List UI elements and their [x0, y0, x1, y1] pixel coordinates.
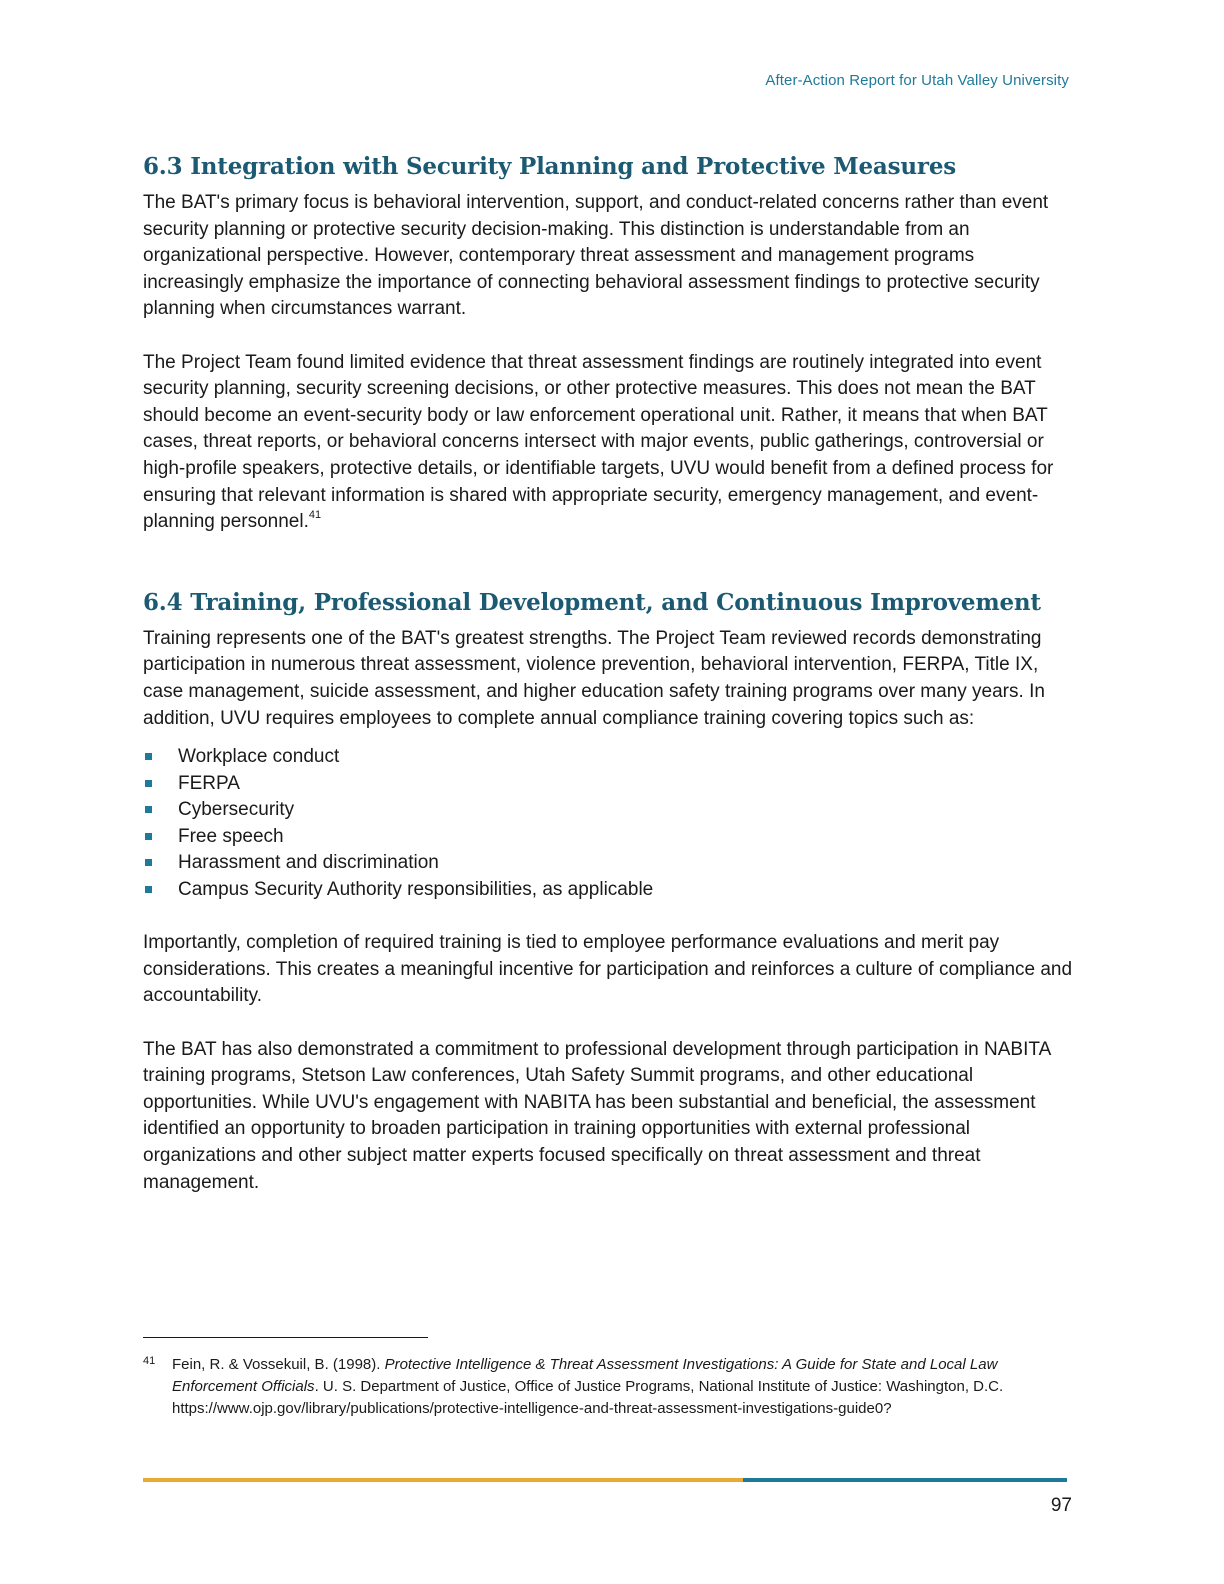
page-content	[143, 150, 1073, 1223]
footnote-number: 41	[143, 1355, 156, 1367]
square-bullet-icon	[145, 833, 152, 840]
square-bullet-icon	[145, 859, 152, 866]
page-number: 97	[1050, 1495, 1072, 1516]
paragraph: Training represents one of the BAT's greatest strengths. The Project Team reviewed records demonstrating participation in numerous threat assessment, violence prevention, behavioral intervention, FERPA, Title IX, case management, suicide assessment, and higher education safety training programs over many years. In addition, UVU requires employees to complete annual compliance training covering topics such as:	[143, 627, 1045, 729]
list-item: Workplace conduct	[143, 744, 1073, 771]
paragraph: The BAT's primary focus is behavioral intervention, support, and conduct-related concerns rather than event security planning or protective security decision-making. This distinction is understandable from an organizational perspective. However, contemporary threat assessment and management programs increasingly emphasize the importance of connecting behavioral assessment findings to protective security planning when circumstances warrant.	[143, 192, 1049, 320]
footnote-title: Protective Intelligence & Threat Assessment Investigations: A Guide for State and Local Law Enforcement Officials	[172, 1356, 998, 1395]
paragraph: The BAT has also demonstrated a commitment to professional development through participation in NABITA training programs, Stetson Law conferences, Utah Safety Summit programs, and other educational opportunities. While UVU's engagement with NABITA has been substantial and beneficial, the assessment identified an opportunity to broaden participation in training opportunities with external professional organizations and other subject matter experts focused specifically on threat assessment and threat management.	[143, 1038, 1051, 1193]
footer-rule-blue	[743, 1478, 1067, 1482]
square-bullet-icon	[145, 806, 152, 813]
section-6-3	[143, 150, 1073, 536]
list-item: Campus Security Authority responsibilities, as applicable	[143, 877, 1073, 904]
footnote	[143, 1354, 1078, 1420]
footnote-text: Fein, R. & Vossekuil, B. (1998). Protective Intelligence & Threat Assessment Investigations: A Guide for State and Local Law Enforcement Officials. U. S. Department of Justice, Office of Justice Programs, National Institute of Justice: Washington, D.C. https://www.ojp.gov/library/publications/protective-intelligence-and-threat-assessment-investigations-guide0?	[172, 1356, 1004, 1417]
paragraph	[143, 350, 1073, 536]
paragraph: Importantly, completion of required training is tied to employee performance evaluations and merit pay considerations. This creates a meaningful incentive for participation and reinforces a culture of compliance and accountability.	[143, 932, 1073, 1007]
list-item: Harassment and discrimination	[143, 850, 1073, 877]
square-bullet-icon	[145, 753, 152, 760]
footer-rule	[143, 1478, 1067, 1482]
paragraph-text: The Project Team found limited evidence that threat assessment findings are routinely integrated into event security planning, security screening decisions, or other protective measures. This does not mean the BAT should become an event-security body or law enforcement operational unit. Rather, it means that when BAT cases, threat reports, or behavioral concerns intersect with major events, public gatherings, controversial or high-profile speakers, protective details, or identifiable targets, UVU would benefit from a defined process for ensuring that relevant information is shared with appropriate security, emergency management, and event-planning personnel.	[143, 351, 1054, 533]
square-bullet-icon	[145, 886, 152, 893]
list-item: Cybersecurity	[143, 797, 1073, 824]
running-header: After-Action Report for Utah Valley University	[765, 72, 1069, 89]
section-6-4	[143, 586, 1073, 1196]
list-item: FERPA	[143, 771, 1073, 798]
bullet-list	[143, 744, 1073, 904]
section-heading: 6.4 Training, Professional Development, and Continuous Improvement	[143, 588, 1041, 616]
footnote-url[interactable]: https://www.ojp.gov/library/publications/protective-intelligence-and-threat-assessment-investigations-guide0?	[172, 1400, 892, 1417]
footnote-reference: 41	[308, 509, 322, 522]
footnote-separator	[143, 1337, 428, 1338]
list-item: Free speech	[143, 824, 1073, 851]
section-heading: 6.3 Integration with Security Planning and Protective Measures	[143, 153, 956, 180]
square-bullet-icon	[145, 780, 152, 787]
footer-rule-orange	[143, 1478, 743, 1482]
